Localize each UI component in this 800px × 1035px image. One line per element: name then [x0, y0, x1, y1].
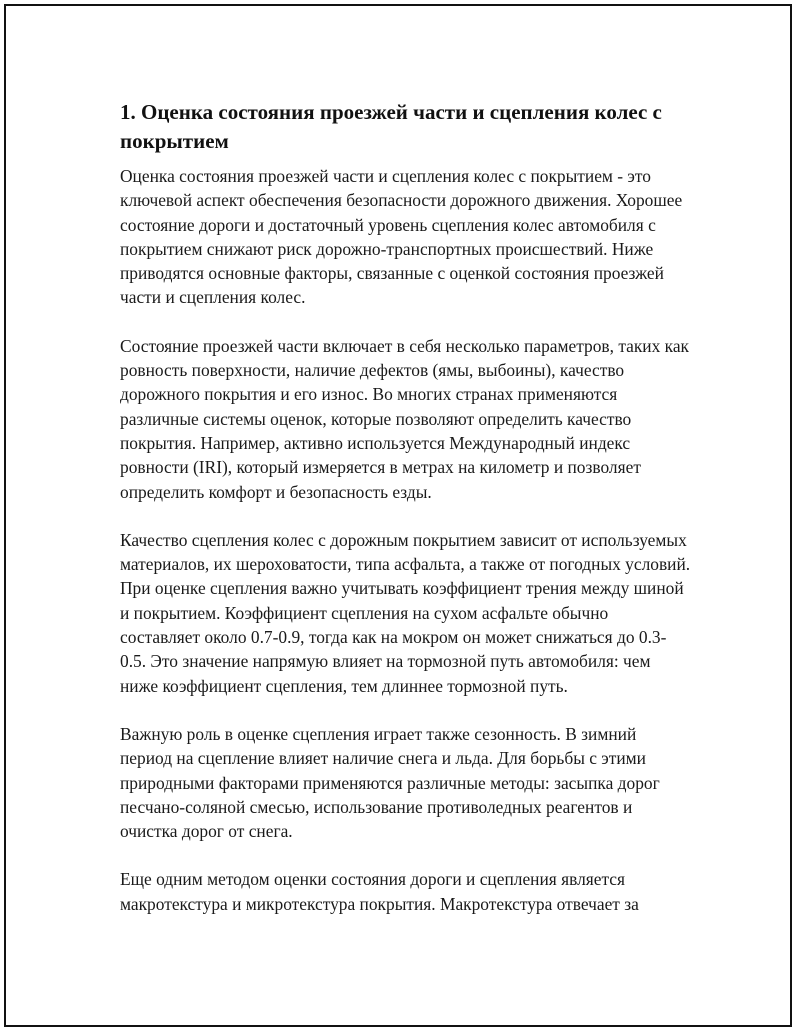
- paragraph-texture: Еще одним методом оценки состояния дороги и сцепления является макротекстура и микротекстура покрытия. Макротекстура отвечает за: [120, 869, 639, 914]
- paragraph-seasonality: Важную роль в оценке сцепления играет также сезонность. В зимний период на сцепление влияет наличие снега и льда. Для борьбы с этими природными факторами применяются различные методы: засыпка дорог песчано-соляной смесью, использование противоледных реагентов и очистка дорог от снега.: [120, 723, 660, 842]
- paragraph-grip-quality: Качество сцепления колес с дорожным покрытием зависит от используемых материалов, их шероховатости, типа асфальта, а также от погодных условий. При оценке сцепления важно учитывать коэффициент трения между шиной и покрытием. Коэффициент сцепления на сухом асфальте обычно составляет около 0.7-0.9, тогда как на мокром он может снижаться до 0.3-0.5. Это значение напрямую влияет на тормозной путь автомобиля: чем ниже коэффициент сцепления, тем длиннее тормозной путь.: [120, 529, 691, 696]
- paragraph-intro: Оценка состояния проезжей части и сцепления колес с покрытием - это ключевой аспект обеспечения безопасности дорожного движения. Хорошее состояние дороги и достаточный уровень сцепления колес автомобиля с покрытием снижают риск дорожно-транспортных происшествий. Ниже приводятся основные факторы, связанные с оценкой состояния проезжей части и сцепления колес.: [120, 166, 683, 308]
- paragraph-road-condition: Состояние проезжей части включает в себя несколько параметров, таких как ровность поверхности, наличие дефектов (ямы, выбоины), качество дорожного покрытия и его износ. Во многих странах применяются различные системы оценок, которые позволяют определить качество покрытия. Например, активно используется Международный индекс ровности (IRI), который измеряется в метрах на километр и позволяет определить комфорт и безопасность езды.: [120, 335, 690, 502]
- document-body: [120, 98, 692, 940]
- page-frame: [4, 4, 792, 1027]
- section-heading: 1. Оценка состояния проезжей части и сцепления колес с покрытием: [120, 100, 662, 153]
